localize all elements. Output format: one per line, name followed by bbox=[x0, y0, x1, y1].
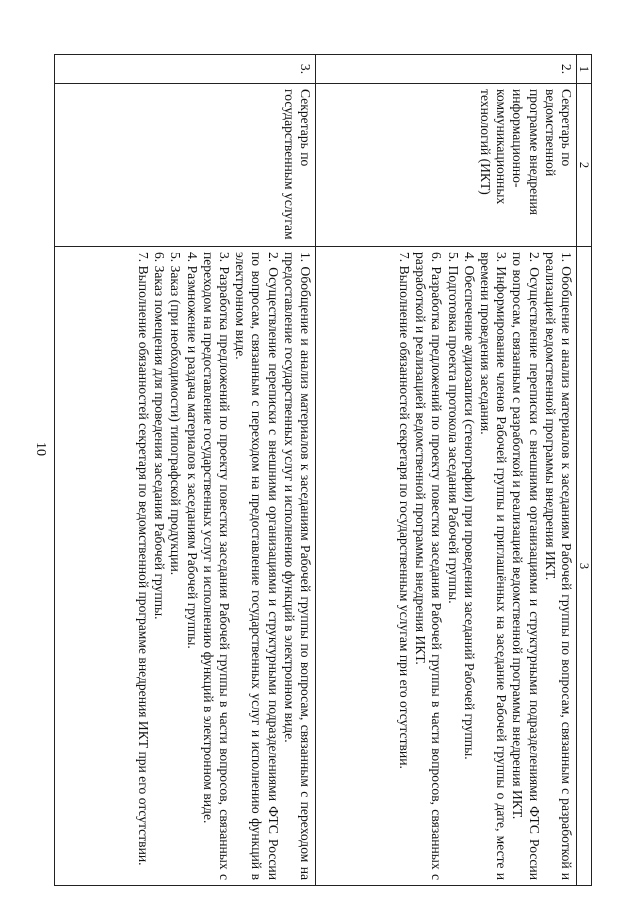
position-title: Секретарь по государственным услугам bbox=[55, 84, 316, 247]
position-title: Секретарь по ведомственной программе внедрения информационно-коммуникационных технологий (ИКТ) bbox=[316, 84, 577, 247]
row-number: 2. bbox=[316, 55, 577, 84]
table-header-row bbox=[577, 55, 592, 886]
duty-item: 5. Заказ (при необходимости) типографской продукции. bbox=[168, 252, 184, 576]
header-col-3: 3 bbox=[577, 247, 592, 886]
duty-item: 5. Подготовка проекта протокола заседания Рабочей группы. bbox=[445, 252, 461, 604]
duty-item: 6. Заказ помещения для проведения заседания Рабочей группы. bbox=[152, 252, 168, 620]
duties-table bbox=[54, 54, 592, 886]
duty-item: 1. Обобщение и анализ материалов к заседаниям Рабочей группы по вопросам, связанным с переходом на предоставление государственных услуг и исполнению функций в электронном виде. bbox=[281, 252, 313, 880]
duty-item: 1. Обобщение и анализ материалов к заседаниям Рабочей группы по вопросам, связанным с разработкой и реализацией ведомственной программы внедрения ИКТ. bbox=[542, 252, 574, 880]
duty-item: 2. Осуществление переписки с внешними организациями и структурными подразделениями ФТС России по вопросам, связанным с разработкой и реализацией ведомственной программы внедрения ИКТ. bbox=[510, 252, 542, 880]
duty-item: 4. Размножение и раздача материалов к заседаниям Рабочей группы. bbox=[184, 252, 200, 649]
header-col-1: 1 bbox=[577, 55, 592, 84]
table-row bbox=[55, 55, 316, 886]
duty-item: 2. Осуществление переписки с внешними организациями и структурными подразделениями ФТС России по вопросам, связанным с переходом на предоставление государственных услуг и исполнению функций в электронном виде. bbox=[233, 252, 281, 880]
duty-item: 7. Выполнение обязанностей секретаря по ведомственной программе внедрения ИКТ при его отсутствии. bbox=[135, 252, 151, 866]
duties-cell bbox=[55, 247, 316, 886]
duty-item: 3. Информирование членов Рабочей группы и приглашённых на заседание Рабочей группы о дате, месте и времени проведения заседания. bbox=[477, 252, 510, 880]
duty-item: 6. Разработка предложений по проекту повестки заседания Рабочей группы в части вопросов, связанных с разработкой и реализацией ведомственной программы внедрения ИКТ. bbox=[413, 252, 445, 880]
table-row bbox=[316, 55, 577, 886]
duties-cell bbox=[316, 247, 577, 886]
duty-item: 7. Выполнение обязанностей секретаря по государственным услугам при его отсутствии. bbox=[396, 252, 412, 769]
page-number: 10 bbox=[33, 442, 48, 456]
duty-item: 3. Разработка предложений по проекту повестки заседания Рабочей группы в части вопросов, связанных с переходом на предоставление государственных услуг и исполнению функций в электронном виде. bbox=[200, 252, 232, 880]
rotated-table-block bbox=[62, 54, 592, 886]
duty-item: 4. Обеспечение аудиозаписи (стенографии) при проведении заседаний Рабочей группы. bbox=[461, 252, 477, 760]
header-col-2: 2 bbox=[577, 84, 592, 247]
row-number: 3. bbox=[55, 55, 316, 84]
